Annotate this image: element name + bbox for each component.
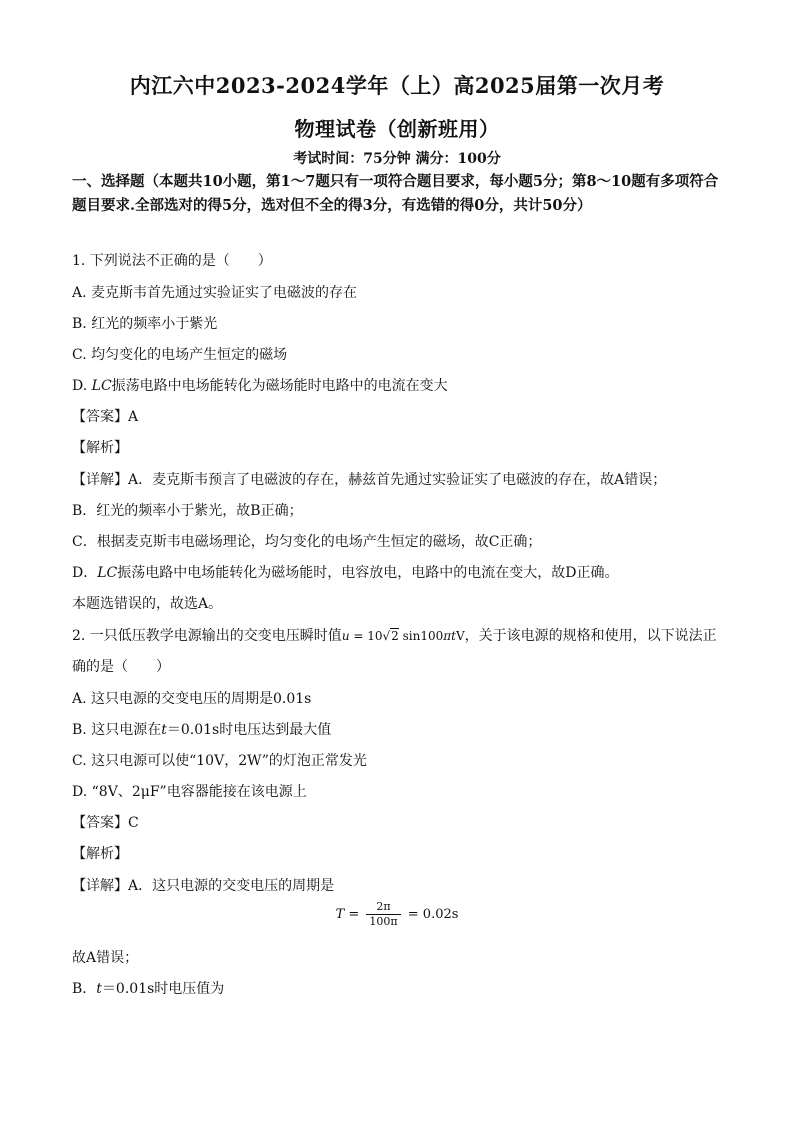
- q2-option-b: [72, 719, 732, 739]
- q1-detail-d-lc: LC: [97, 565, 118, 581]
- q1-option-b: B. 红光的频率小于紫光: [72, 316, 218, 332]
- q2-option-c: C. 这只电源可以使“10V，2W”的灯泡正常发光: [72, 753, 367, 769]
- q2-analysis-label: 【解析】: [72, 846, 128, 862]
- formula-numerator: 2π: [366, 900, 400, 915]
- formula-result: = 0.02s: [403, 907, 459, 922]
- q2-option-b-t: t: [161, 722, 167, 738]
- q2-option-d-prefix: D. “8V、: [72, 784, 132, 800]
- q2-answer: 【答案】C: [72, 815, 139, 831]
- q2-detail-b-t: t: [96, 981, 102, 997]
- q1-detail-b: B．红光的频率小于紫光，故B正确；: [72, 503, 303, 519]
- q1-option-d-text: 振荡电路中电场能转化为磁场能时电路中的电流在变大: [111, 378, 448, 394]
- formula-pi-t: πt: [443, 629, 456, 643]
- formula-sin: sin100: [398, 629, 444, 643]
- q1-detail-d: [72, 562, 732, 582]
- q2-voltage-formula: u = 10√2 sin100πtV: [341, 629, 465, 643]
- section-heading: 一、选择题（本题共10小题，第1～7题只有一项符合题目要求，每小题5分；第8～10题有多项符合题目要求.全部选对的得5分，选对但不全的得3分，有选错的得0分，共计50分）: [72, 173, 719, 214]
- formula-t-symbol: T: [335, 907, 345, 922]
- q1-option-d: [72, 375, 732, 395]
- q2-option-d-capacitance: 2μF: [131, 784, 160, 800]
- q2-option-b-prefix: B. 这只电源在: [72, 722, 162, 738]
- q2-option-d-text: ”电容器能接在该电源上: [159, 784, 307, 800]
- q2-stem-line1: [72, 625, 732, 645]
- q2-option-d: [72, 781, 732, 801]
- q1-analysis-label: 【解析】: [72, 440, 128, 456]
- q1-option-d-lc: LC: [91, 378, 112, 394]
- period-formula: [0, 900, 794, 929]
- exam-subject-title: 物理试卷（创新班用）: [294, 117, 500, 141]
- q1-answer: 【答案】A: [72, 409, 139, 425]
- exam-title: 内江六中2023-2024学年（上）高2025届第一次月考: [129, 73, 665, 98]
- q2-detail-a: 【详解】A．这只电源的交变电压的周期是: [72, 878, 335, 894]
- q1-detail-c: C．根据麦克斯韦电磁场理论，均匀变化的电场产生恒定的磁场，故C正确；: [72, 534, 542, 550]
- formula-eq: = 10: [349, 629, 383, 643]
- q2-detail-b: [72, 978, 732, 998]
- q2-detail-b-text: ＝0.01s时电压值为: [101, 981, 225, 997]
- formula-fraction: [366, 900, 400, 929]
- formula-sqrt: 2: [391, 629, 399, 643]
- formula-equals: =: [344, 907, 364, 922]
- q1-option-d-prefix: D.: [72, 378, 88, 394]
- q2-stem-part2: ，关于该电源的规格和使用，以下说法正: [464, 628, 717, 644]
- q2-option-b-text: ＝0.01s时电压达到最大值: [166, 722, 332, 738]
- q1-detail-d-text: 振荡电路中电场能转化为磁场能时，电容放电，电路中的电流在变大，故D正确。: [117, 565, 619, 581]
- q2-detail-a-end: 故A错误；: [72, 950, 139, 966]
- formula-unit: V: [455, 629, 465, 643]
- formula-u: u: [341, 629, 350, 643]
- q1-option-c: C. 均匀变化的电场产生恒定的磁场: [72, 347, 288, 363]
- q2-stem-line2: 确的是（ ）: [72, 659, 170, 675]
- formula-denominator: 100π: [369, 915, 398, 928]
- q2-stem-part1: 2. 一只低压教学电源输出的交变电压瞬时值: [72, 628, 342, 644]
- q2-option-a: A. 这只电源的交变电压的周期是0.01s: [72, 691, 312, 707]
- q1-option-a: A. 麦克斯韦首先通过实验证实了电磁波的存在: [72, 285, 358, 301]
- q2-detail-b-prefix: B．: [72, 981, 97, 997]
- exam-info: 考试时间：75分钟 满分：100分: [293, 151, 501, 167]
- q1-conclusion: 本题选错误的，故选A。: [72, 596, 223, 612]
- q1-detail-d-prefix: D．: [72, 565, 98, 581]
- q1-detail-a: 【详解】A．麦克斯韦预言了电磁波的存在，赫兹首先通过实验证实了电磁波的存在，故A错误；: [72, 472, 667, 488]
- q1-stem: 1. 下列说法不正确的是（ ）: [72, 253, 272, 269]
